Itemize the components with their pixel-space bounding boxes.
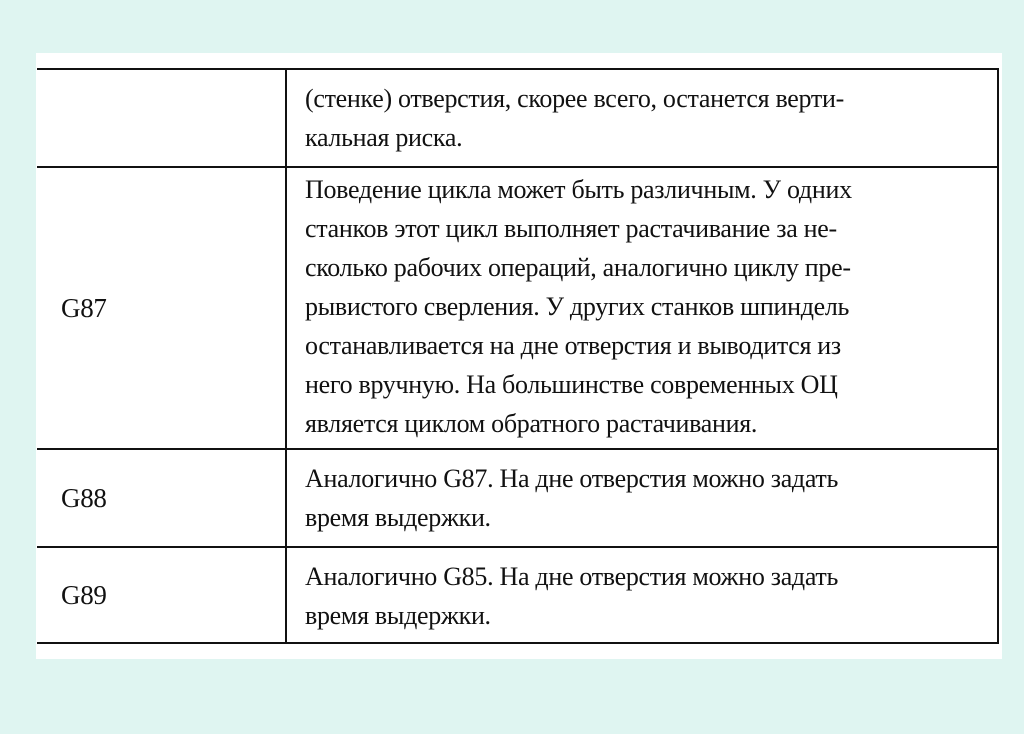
description-line: (стенке) отверстия, скорее всего, останется верти- xyxy=(305,84,844,113)
description-line: останавливается на дне отверстия и выводится из xyxy=(305,331,841,360)
description-line: Поведение цикла может быть различным. У одних xyxy=(305,175,852,204)
g-code-cell xyxy=(37,69,286,167)
g-code-cell: G87 xyxy=(37,167,286,449)
table-row xyxy=(37,167,998,449)
description-line: рывистого сверления. У других станков шпиндель xyxy=(305,292,850,321)
description-line: станков этот цикл выполняет растачивание за не- xyxy=(305,214,837,243)
description-line: время выдержки. xyxy=(305,503,491,532)
description-line: Аналогично G87. На дне отверстия можно задать xyxy=(305,464,839,493)
g-code-table xyxy=(37,68,999,644)
table-row xyxy=(37,69,998,167)
description-line: кальная риска. xyxy=(305,123,463,152)
description-line: является циклом обратного растачивания. xyxy=(305,409,758,438)
description-cell xyxy=(286,167,998,449)
g-code-cell: G88 xyxy=(37,449,286,547)
description-line: время выдержки. xyxy=(305,601,491,630)
description-cell xyxy=(286,449,998,547)
description-line: Аналогично G85. На дне отверстия можно задать xyxy=(305,562,839,591)
description-line: него вручную. На большинстве современных ОЦ xyxy=(305,370,838,399)
table-row xyxy=(37,449,998,547)
description-cell xyxy=(286,547,998,643)
g-code-cell: G89 xyxy=(37,547,286,643)
description-line: сколько рабочих операций, аналогично циклу пре- xyxy=(305,253,851,282)
description-cell xyxy=(286,69,998,167)
table-row xyxy=(37,547,998,643)
